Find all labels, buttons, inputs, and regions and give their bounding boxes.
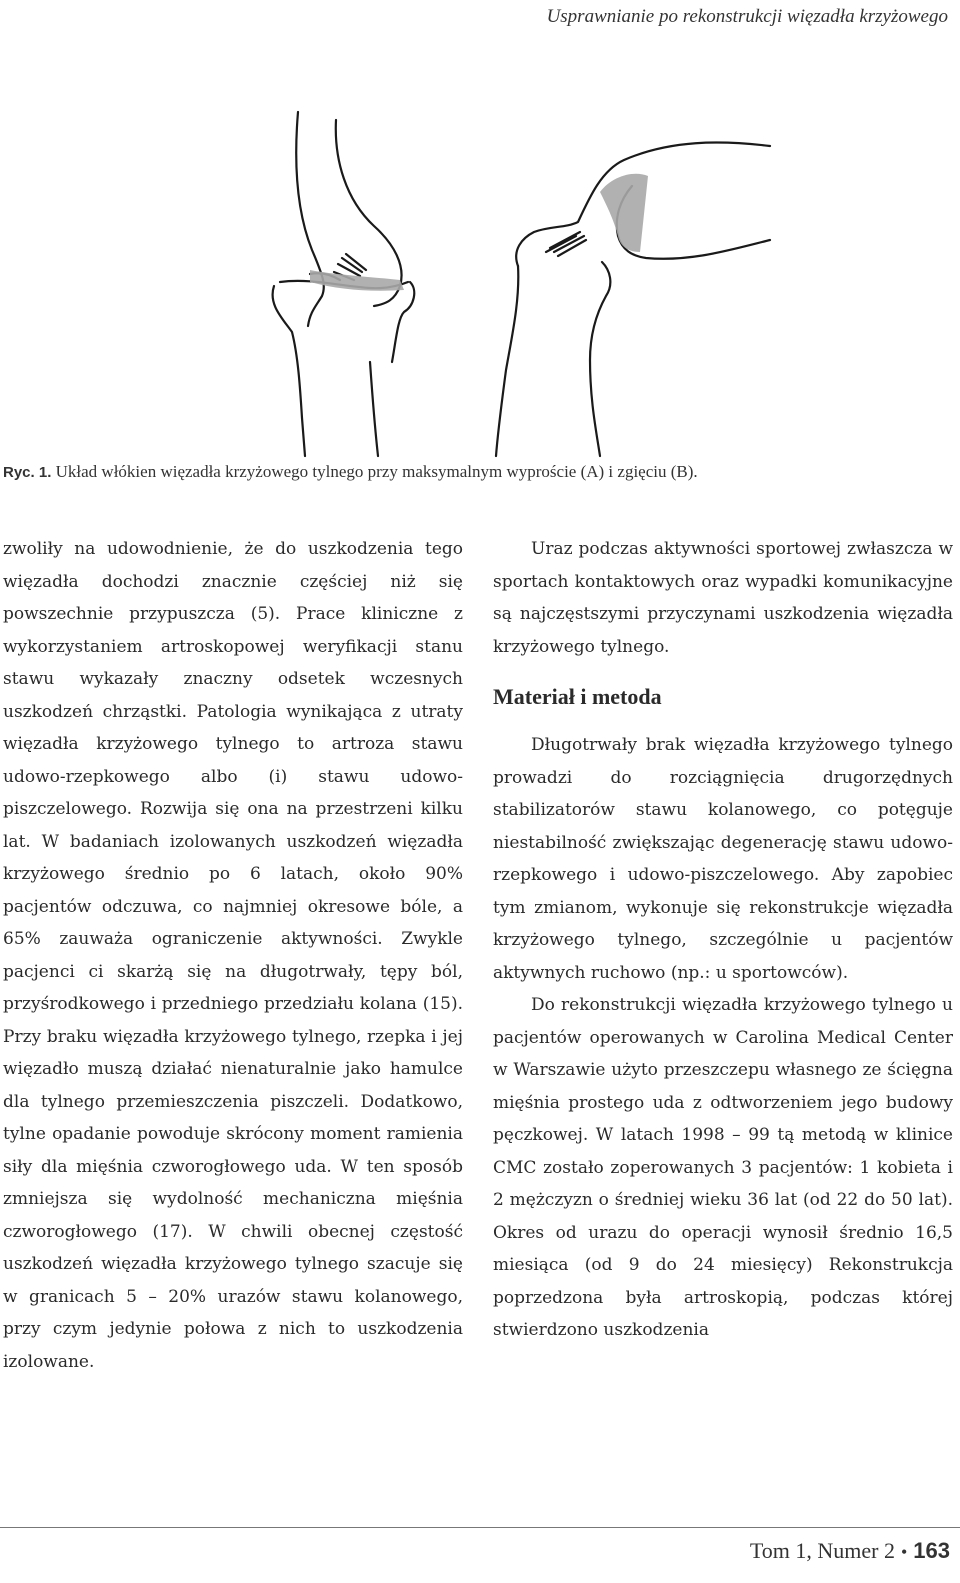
knee-figure [250,100,960,460]
ligament-flexion [600,174,648,252]
right-paragraph-1: Uraz podczas aktywności sportowej zwłaszcza w sportach kontaktowych oraz wypadki komunikacyjne są najczęstszymi przyczynami uszkodzenia więzadła krzyżowego tylnego. [493,539,953,657]
right-paragraph-3: Do rekonstrukcji więzadła krzyżowego tylnego u pacjentów operowanych w Carolina Medical Center w Warszawie użyto przeszczepu własnego ze ścięgna mięśnia prostego uda z odtworzeniem jego budowy pęczkowej. W latach 1998 – 99 tą metodą w klinice CMC zostało zoperowanych 3 pacjentów: 1 kobieta i 2 mężczyzn o średniej wieku 36 lat (od 22 do 50 lat). Okres od urazu do operacji wynosił średnio 16,5 miesiąca (od 9 do 24 miesięcy) Rekonstrukcja poprzedzona była artroskopią, podczas której stwierdzono uszkodzenia [493,995,953,1340]
issue-info: Tom 1, Numer 2 [749,1538,895,1563]
page-footer [750,1538,950,1564]
figure-caption-label: Ryc. 1. [3,464,52,481]
bullet-separator: • [900,1542,908,1562]
page-number: 163 [913,1538,950,1563]
knee-illustration [250,100,960,460]
running-header: Usprawnianie po rekonstrukcji więzadła krzyżowego [546,6,948,27]
section-heading: Materiał i metoda [493,684,662,709]
figure-caption [3,460,953,485]
right-paragraph-2: Długotrwały brak więzadła krzyżowego tylnego prowadzi do rozciągnięcia drugorzędnych stabilizatorów stawu kolanowego, co potęguje niestabilność zwiększając degenerację stawu udowo-rzepkowego i udowo-piszczelowego. Aby zapobiec tym zmianom, wykonuje się rekonstrukcje więzadła krzyżowego tylnego, szczególnie u pacjentów aktywnych ruchowo (np.: u sportowców). [493,735,953,983]
left-column [3,533,463,1378]
right-column [493,533,953,1347]
left-paragraph: zwoliły na udowodnienie, że do uszkodzenia tego więzadła dochodzi znacznie częściej niż się powszechnie przypuszcza (5). Prace kliniczne z wykorzystaniem artroskopowej weryfikacji stanu stawu wykazały znaczny odsetek wczesnych uszkodzeń chrząstki. Patologia wynikająca z utraty więzadła krzyżowego tylnego to artroza stawu udowo-rzepkowego albo (i) stawu udowo-piszczelowego. Rozwija się ona na przestrzeni kilku lat. W badaniach izolowanych uszkodzeń więzadła krzyżowego średnio po 6 latach, około 90% pacjentów odczuwa, co najmniej okresowe bóle, a 65% zauważa ograniczenie aktywności. Zwykle pacjenci ci skarżą się na długotrwały, tępy ból, przyśrodkowego i przedniego przedziału kolana (15). Przy braku więzadła krzyżowego tylnego, rzepka i jej więzadło muszą działać nienaturalnie jako hamulce dla tylnego przemieszczenia piszczeli. Dodatkowo, tylne opadanie powoduje skrócony moment ramienia siły dla mięśnia czworogłowego uda. W ten sposób zmniejsza się wydolność mechaniczna mięśnia czworogłowego (17). W chwili obecnej częstość uszkodzeń więzadła krzyżowego tylnego szacuje się w granicach 5 – 20% urazów stawu kolanowego, przy czym jedynie połowa z nich to uszkodzenia izolowane. [3,539,463,1372]
footer-divider [0,1527,960,1528]
figure-caption-text: Układ włókien więzadła krzyżowego tylnego przy maksymalnym wyproście (A) i zgięciu (B). [55,462,698,481]
